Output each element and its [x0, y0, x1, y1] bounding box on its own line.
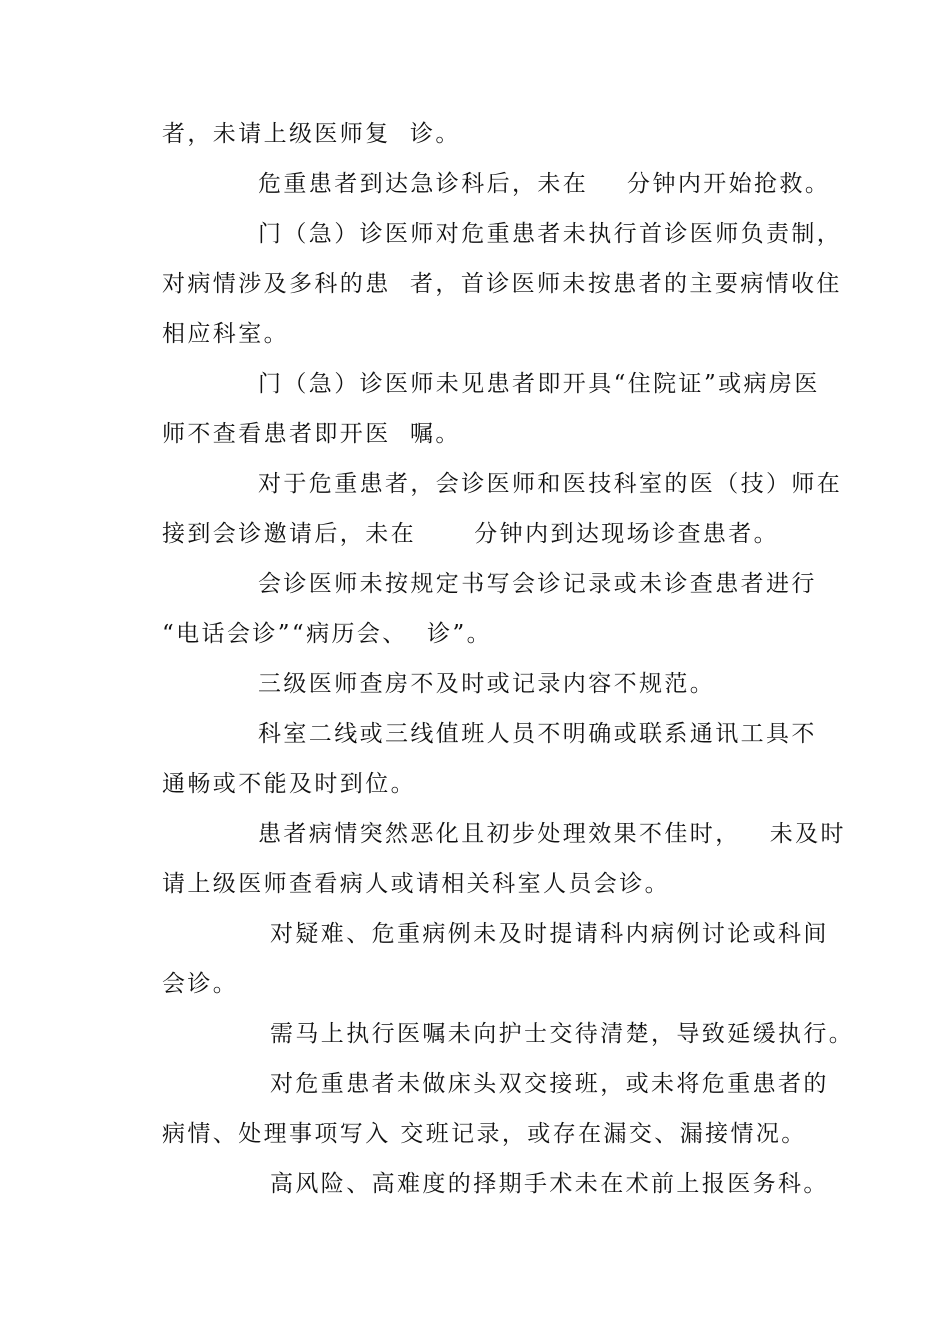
text-line-15: 患者病情突然恶化且初步处理效果不佳时， 未及时	[258, 821, 846, 847]
text-line-22: 高风险、高难度的择期手术未在术前上报医务科。	[270, 1171, 829, 1197]
text-line-11: “电话会诊”“病历会、 诊”。	[162, 621, 493, 647]
text-line-6: 门（急）诊医师未见患者即开具“住院证”或病房医	[258, 371, 820, 397]
text-line-16: 请上级医师查看病人或请相关科室人员会诊。	[162, 871, 670, 897]
text-line-17: 对疑难、危重病例未及时提请科内病例讨论或科间	[270, 921, 829, 947]
text-line-3: 门（急）诊医师对危重患者未执行首诊医师负责制，	[258, 221, 843, 247]
text-line-21: 病情、处理事项写入 交班记录，或存在漏交、漏接情况。	[162, 1121, 807, 1147]
text-line-5: 相应科室。	[162, 321, 289, 347]
text-line-10: 会诊医师未按规定书写会诊记录或未诊查患者进行	[258, 571, 817, 597]
text-line-12: 三级医师查房不及时或记录内容不规范。	[258, 671, 716, 697]
text-line-19: 需马上执行医嘱未向护士交待清楚，导致延缓执行。	[270, 1021, 855, 1047]
text-line-8: 对于危重患者，会诊医师和医技科室的医（技）师在	[258, 471, 843, 497]
text-line-1: 者，未请上级医师复 诊。	[162, 121, 461, 147]
text-line-4: 对病情涉及多科的患 者，首诊医师未按患者的主要病情收住	[162, 271, 842, 297]
text-line-9: 接到会诊邀请后，未在 分钟内到达现场诊查患者。	[162, 521, 780, 547]
text-line-2: 危重患者到达急诊科后，未在 分钟内开始抢救。	[258, 171, 831, 197]
text-line-13: 科室二线或三线值班人员不明确或联系通讯工具不	[258, 721, 817, 747]
text-line-20: 对危重患者未做床头双交接班，或未将危重患者的	[270, 1071, 829, 1097]
text-line-18: 会诊。	[162, 971, 239, 997]
text-line-14: 通畅或不能及时到位。	[162, 771, 416, 797]
text-line-7: 师不查看患者即开医 嘱。	[162, 421, 461, 447]
